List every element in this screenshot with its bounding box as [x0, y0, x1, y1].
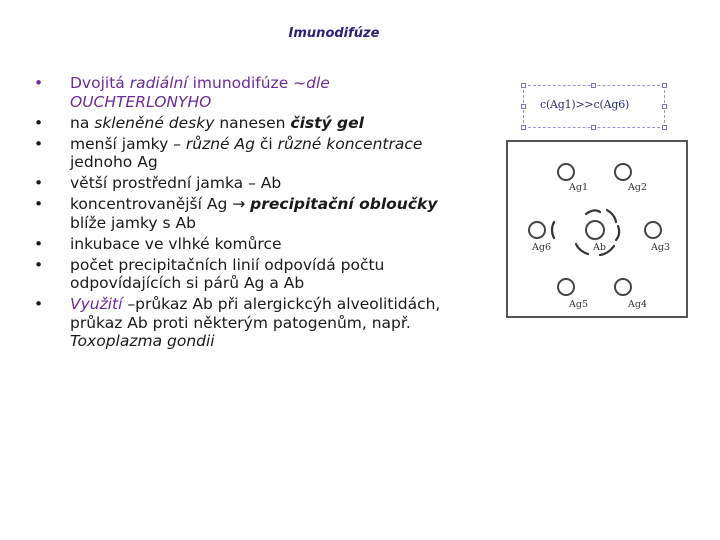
well-label-ag4: Ag4 [628, 299, 647, 310]
bullet-item [34, 174, 474, 193]
bullet-text: radiální [129, 74, 188, 92]
bullet-list [34, 74, 474, 353]
well-ag6 [529, 222, 545, 238]
well-label-ag3: Ag3 [651, 242, 670, 253]
precipitation-arc-ag1 [586, 210, 600, 214]
slide-title: Imunodifúze [288, 26, 380, 41]
well-label-ab: Ab [593, 242, 606, 253]
bullet-text: Využití [70, 295, 123, 313]
bullet-item [34, 256, 474, 293]
bullet-item [34, 74, 474, 111]
well-ag4 [615, 279, 631, 295]
bullet-item [34, 195, 474, 232]
bullet-text: dle OUCHTERLONYHO [70, 74, 330, 111]
bullet-text: inkubace ve vlhké komůrce [70, 234, 282, 253]
well-label-ag1: Ag1 [569, 182, 588, 193]
bullet-text: počet precipitačních linií odpovídá počtu odpovídajících si párů Ag a Ab [70, 255, 385, 292]
bullet-marker: • [34, 174, 44, 192]
bullet-item [34, 135, 474, 172]
formula-textbox[interactable] [523, 85, 665, 128]
plate-diagram [508, 142, 690, 320]
bullet-marker: • [34, 113, 44, 132]
resize-handle-top-right[interactable] [662, 83, 667, 88]
bullet-text: větší prostřední jamka – Ab [70, 174, 282, 192]
bullet-marker: • [34, 255, 44, 274]
bullet-text: skleněné desky [94, 113, 215, 132]
bullet-text: precipitační obloučky [250, 195, 438, 213]
bullet-item [34, 235, 474, 254]
bullet-marker: • [34, 195, 44, 213]
bullet-text: –průkaz Ab při alergickcýh alveolitidách, průkaz Ab proti některým patogenům, např. [70, 295, 441, 332]
precipitation-arc-ag5 [576, 244, 588, 254]
precipitation-arc-ag3 [616, 226, 619, 240]
immunodiffusion-plate [506, 140, 688, 318]
bullet-text: různé koncentrace [277, 134, 423, 153]
precipitation-arc-ag6 [552, 222, 554, 238]
bullet-item [34, 295, 474, 351]
well-label-ag2: Ag2 [628, 182, 647, 193]
bullet-marker: • [34, 134, 44, 153]
bullet-text: či [254, 134, 278, 153]
bullet-text: na [70, 113, 95, 132]
formula-text: c(Ag1)>>c(Ag6) [540, 98, 630, 111]
bullet-marker: • [34, 74, 44, 92]
well-label-ag6: Ag6 [532, 242, 551, 253]
bullet-marker: • [34, 295, 44, 313]
resize-handle-top-left[interactable] [521, 83, 526, 88]
well-ag3 [645, 222, 661, 238]
resize-handle-bottom-left[interactable] [521, 125, 526, 130]
bullet-text: imunodifúze ~ [187, 74, 307, 92]
precipitation-arc-ag2 [607, 210, 616, 222]
bullet-text: Toxoplazma gondii [70, 332, 215, 350]
bullet-text: nanesen [214, 113, 291, 132]
well-label-ag5: Ag5 [569, 299, 588, 310]
resize-handle-middle-left[interactable] [521, 104, 526, 109]
bullet-text: různé Ag [185, 134, 255, 153]
well-ag1 [558, 164, 574, 180]
bullet-marker: • [34, 234, 44, 253]
resize-handle-middle-right[interactable] [662, 104, 667, 109]
bullet-text: koncentrovanější Ag → [70, 195, 251, 213]
well-ag2 [615, 164, 631, 180]
bullet-text: menší jamky – [70, 134, 186, 153]
bullet-item [34, 114, 474, 133]
bullet-text: čistý gel [290, 113, 364, 132]
resize-handle-top-center[interactable] [591, 83, 596, 88]
bullet-text: jednoho Ag [70, 153, 158, 171]
bullet-text: Dvojitá [70, 74, 130, 92]
resize-handle-bottom-right[interactable] [662, 125, 667, 130]
bullet-text: blíže jamky s Ab [70, 213, 196, 232]
well-ag5 [558, 279, 574, 295]
well-ab [586, 221, 604, 239]
resize-handle-bottom-center[interactable] [591, 125, 596, 130]
